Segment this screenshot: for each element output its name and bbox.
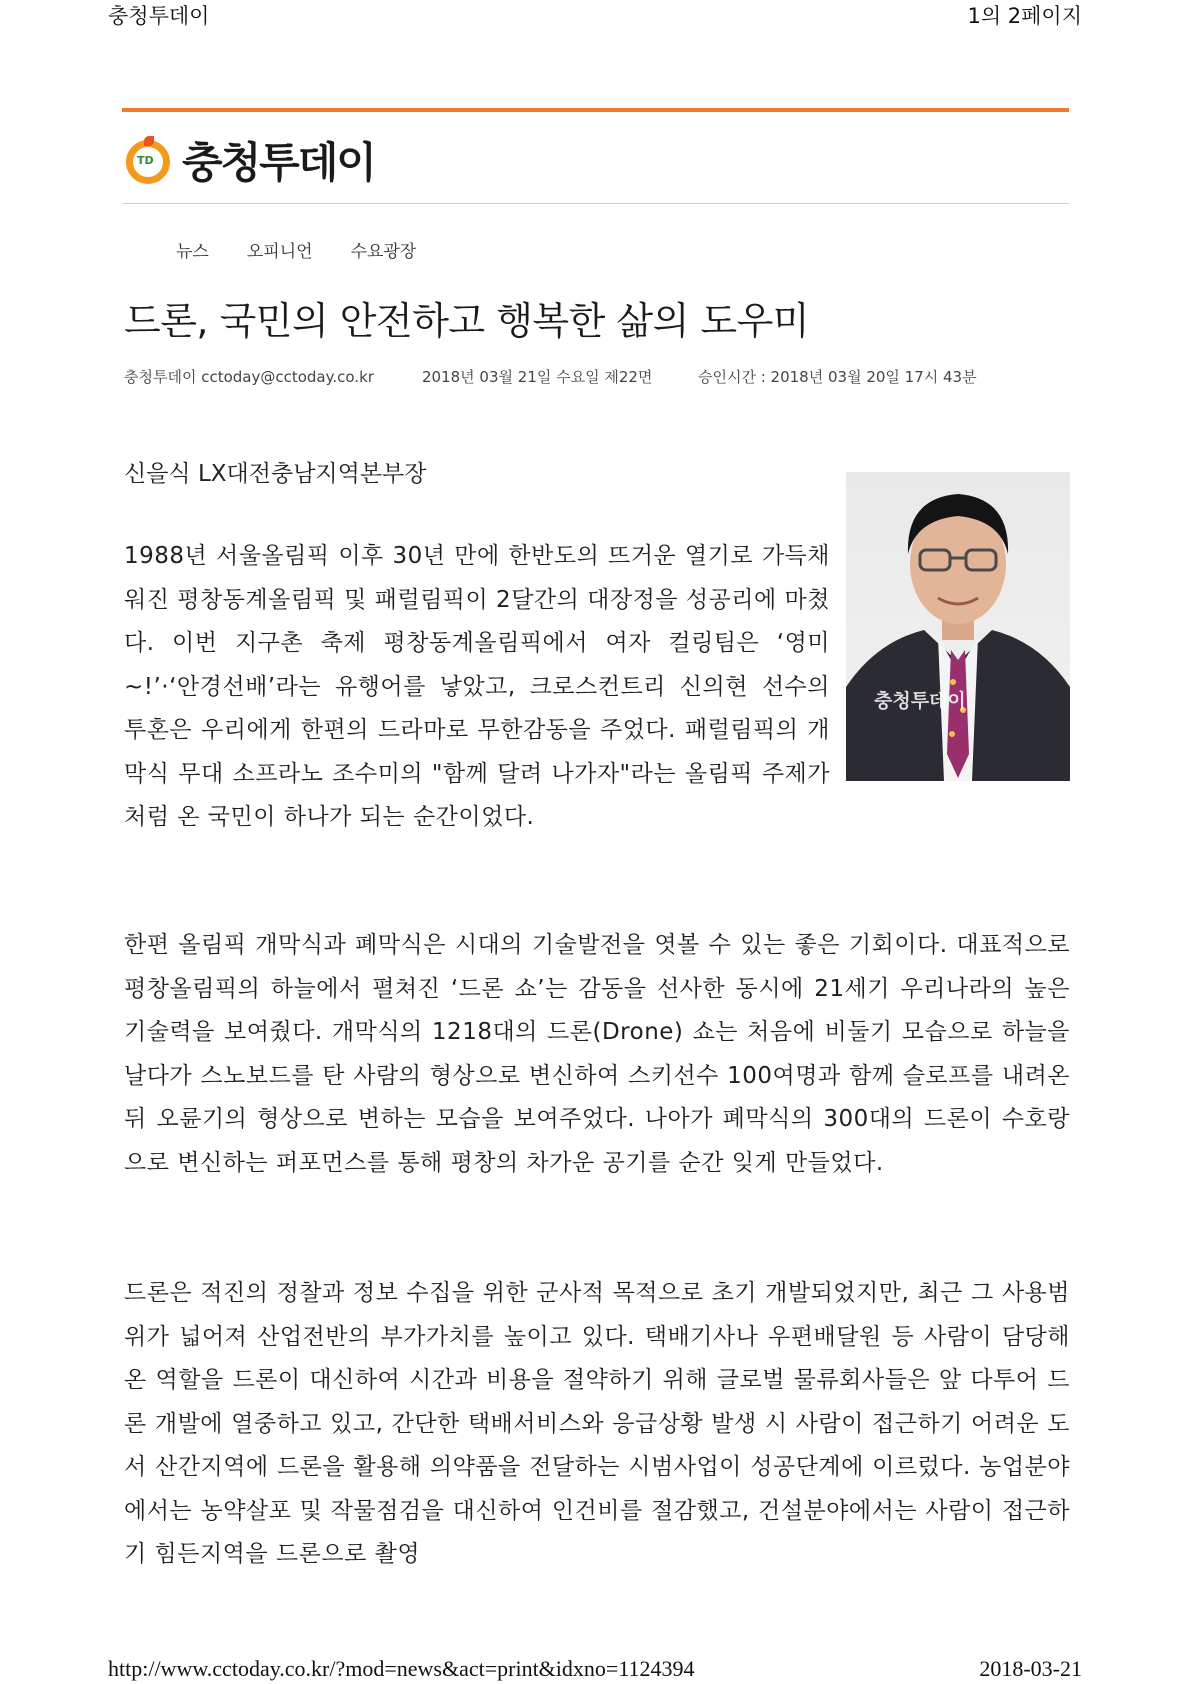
print-header-site: 충청투데이 <box>108 4 210 28</box>
print-header-page: 1의 2페이지 <box>967 4 1082 28</box>
nav-item-opinion[interactable]: 오피니언 <box>246 242 313 262</box>
article-paragraph-3: 드론은 적진의 정찰과 정보 수집을 위한 군사적 목적으로 초기 개발되었지만, 최근 그 사용범위가 넓어져 산업전반의 부가가치를 높이고 있다. 택배기사나 우편배달원 등 사람이 담당해 온 역할을 드론이 대신하여 시간과 비용을 절약하기 위해 글로벌 물류회사들은 앞 다투어 드론 개발에 열중하고 있고, 간단한 택배서비스와 응급상황 발생 시 사람이 접근하기 어려운 도서 산간지역에 드론을 활용해 의약품을 전달하는 시범사업이 성공단계에 이르렀다. 농업분야에서는 농약살포 및 작물점검을 대신하여 인건비를 절감했고, 건설분야에서는 사람이 접근하기 힘든지역을 드론으로 촬영 <box>124 1280 1070 1567</box>
logo-divider <box>122 203 1069 204</box>
breadcrumb-nav <box>176 237 454 262</box>
print-footer-date: 2018-03-21 <box>979 1656 1082 1681</box>
article-title: 드론, 국민의 안전하고 행복한 삶의 도우미 <box>124 299 810 343</box>
article-approved-time: 승인시간 : 2018년 03월 20일 17시 43분 <box>698 368 977 386</box>
article-author: 신을식 LX대전충남지역본부장 <box>124 461 427 487</box>
site-logo[interactable] <box>126 130 375 190</box>
article-paragraph-1: 1988년 서울올림픽 이후 30년 만에 한반도의 뜨거운 열기로 가득채워진 평창동계올림픽 및 패럴림픽이 2달간의 대장정을 성공리에 마쳤다. 이번 지구촌 축제 평창동계올림픽에서 여자 컬링팀은 ‘영미~!’·‘안경선배’라는 유행어를 낳았고, 크로스컨트리 신의현 선수의 투혼은 우리에게 한편의 드라마로 무한감동을 주었다. 패럴림픽의 개막식 무대 소프라노 조수미의 "함께 달려 나가자"라는 올림픽 주제가처럼 온 국민이 하나가 되는 순간이었다. <box>124 543 830 830</box>
logo-mark-text: TD <box>137 154 154 167</box>
top-accent-rule <box>122 108 1069 112</box>
photo-watermark: 충청투데이 <box>874 690 966 712</box>
author-photo <box>846 472 1070 781</box>
logo-mark-icon <box>126 136 174 184</box>
logo-name: 충청투데이 <box>182 138 375 187</box>
print-footer-url[interactable]: http://www.cctoday.co.kr/?mod=news&act=print&idxno=1124394 <box>108 1656 695 1681</box>
nav-item-column[interactable]: 수요광장 <box>350 242 417 262</box>
article-meta <box>124 366 977 387</box>
article-byline: 충청투데이 cctoday@cctoday.co.kr <box>124 368 374 386</box>
nav-item-news[interactable]: 뉴스 <box>176 242 209 262</box>
article-date: 2018년 03월 21일 수요일 제22면 <box>422 368 653 386</box>
author-portrait-icon <box>846 472 1070 781</box>
article-paragraph-2: 한편 올림픽 개막식과 폐막식은 시대의 기술발전을 엿볼 수 있는 좋은 기회이다. 대표적으로 평창올림픽의 하늘에서 펼쳐진 ‘드론 쇼’는 감동을 선사한 동시에 21세기 우리나라의 높은 기술력을 보여줬다. 개막식의 1218대의 드론(Drone) 쇼는 처음에 비둘기 모습으로 하늘을 날다가 스노보드를 탄 사람의 형상으로 변신하여 스키선수 100여명과 함께 슬로프를 내려온 뒤 오륜기의 형상으로 변하는 모습을 보여주었다. 나아가 폐막식의 300대의 드론이 수호랑으로 변신하는 퍼포먼스를 통해 평창의 차가운 공기를 순간 잊게 만들었다. <box>124 932 1070 1176</box>
